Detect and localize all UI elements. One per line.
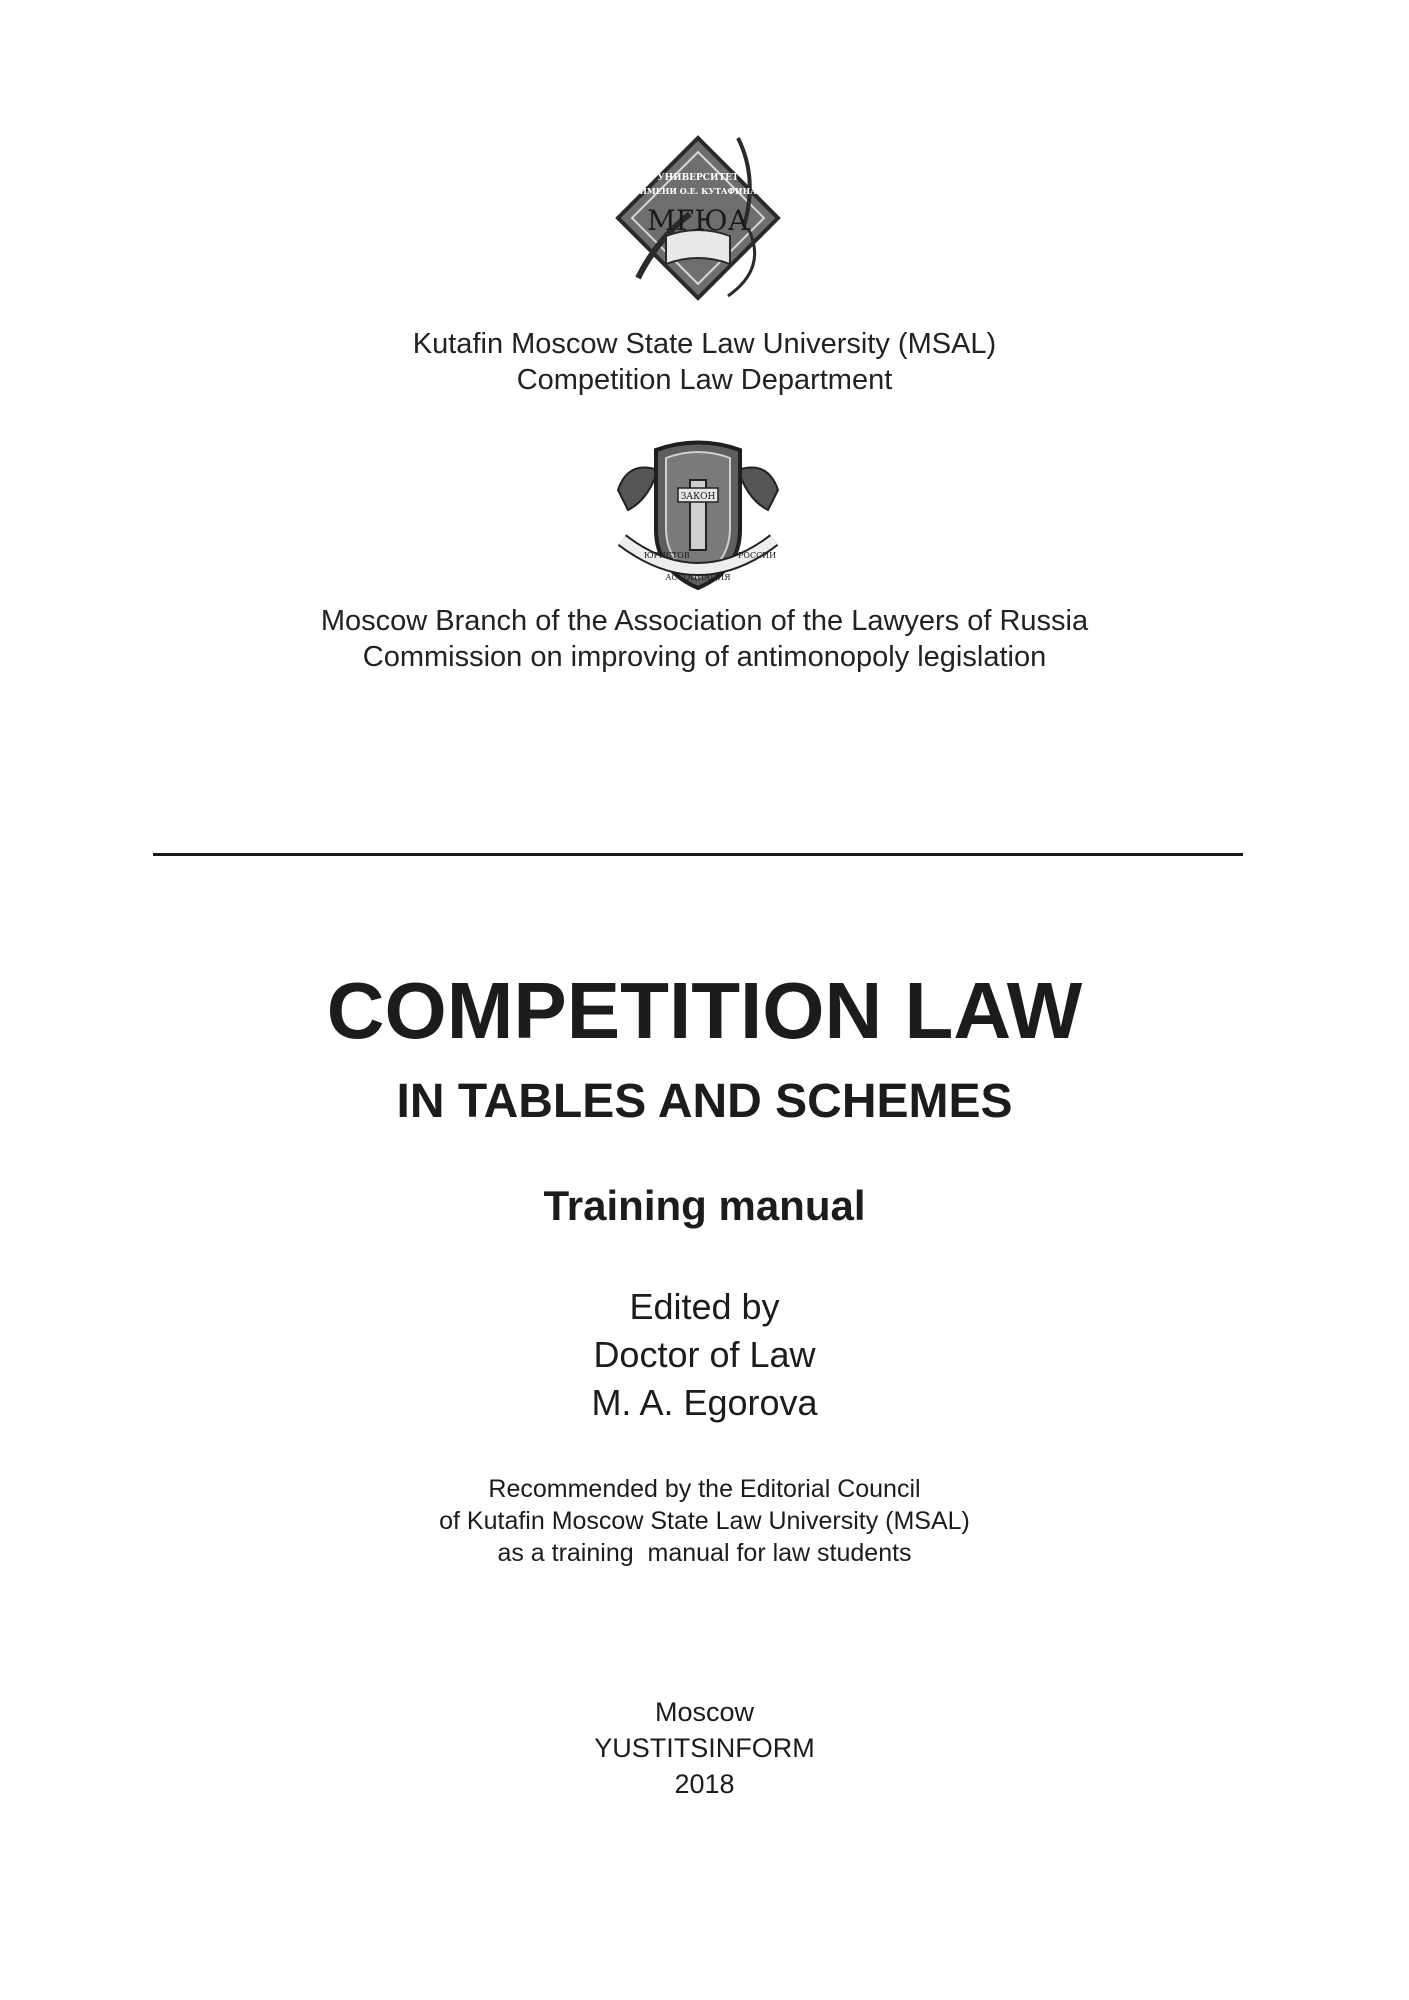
association-name: Moscow Branch of the Association of the Lawyers of Russia [320, 605, 1089, 637]
book-title: COMPETITION LAW [326, 966, 1083, 1055]
recommendation-line-1: Recommended by the Editorial Council [488, 1475, 921, 1503]
recommendation-line-3: as a training manual for law students [497, 1539, 912, 1567]
edited-by: Edited by [629, 1286, 780, 1327]
book-subtitle: IN TABLES AND SCHEMES [396, 1075, 1013, 1128]
editor-block [0, 1283, 1409, 1427]
logo-text-name: ИМЕНИ О.Е. КУТАФИНА [639, 186, 757, 196]
logo-text-associaciya: АССОЦИАЦИЯ [665, 573, 731, 582]
logo-text-zakon: ЗАКОН [680, 492, 716, 502]
commission-name: Commission on improving of antimonopoly legislation [362, 641, 1047, 673]
association-block [0, 603, 1409, 675]
book-type: Training manual [543, 1182, 866, 1229]
imprint-city: Moscow [654, 1697, 755, 1727]
logo-text-mgua: МГЮА [647, 204, 749, 237]
msal-university-logo [598, 118, 798, 318]
horizontal-divider [153, 853, 1243, 856]
lawyers-association-logo [598, 430, 798, 595]
logo-text-rossii: РОССИИ [738, 551, 777, 560]
recommendation-block [0, 1473, 1409, 1569]
department-name: Competition Law Department [516, 364, 893, 396]
editor-degree: Doctor of Law [593, 1334, 816, 1375]
imprint-block [0, 1694, 1409, 1802]
recommendation-line-2: of Kutafin Moscow State Law University (MSAL) [439, 1507, 970, 1535]
university-name: Kutafin Moscow State Law University (MSAL) [412, 328, 997, 360]
imprint-year: 2018 [674, 1769, 735, 1799]
logo-text-yuristov: ЮРИСТОВ [644, 551, 690, 560]
logo-text-university: УНИВЕРСИТЕТ [657, 173, 739, 183]
editor-name: M. A. Egorova [591, 1382, 818, 1423]
university-block [0, 326, 1409, 398]
imprint-publisher: YUSTITSINFORM [594, 1733, 815, 1763]
